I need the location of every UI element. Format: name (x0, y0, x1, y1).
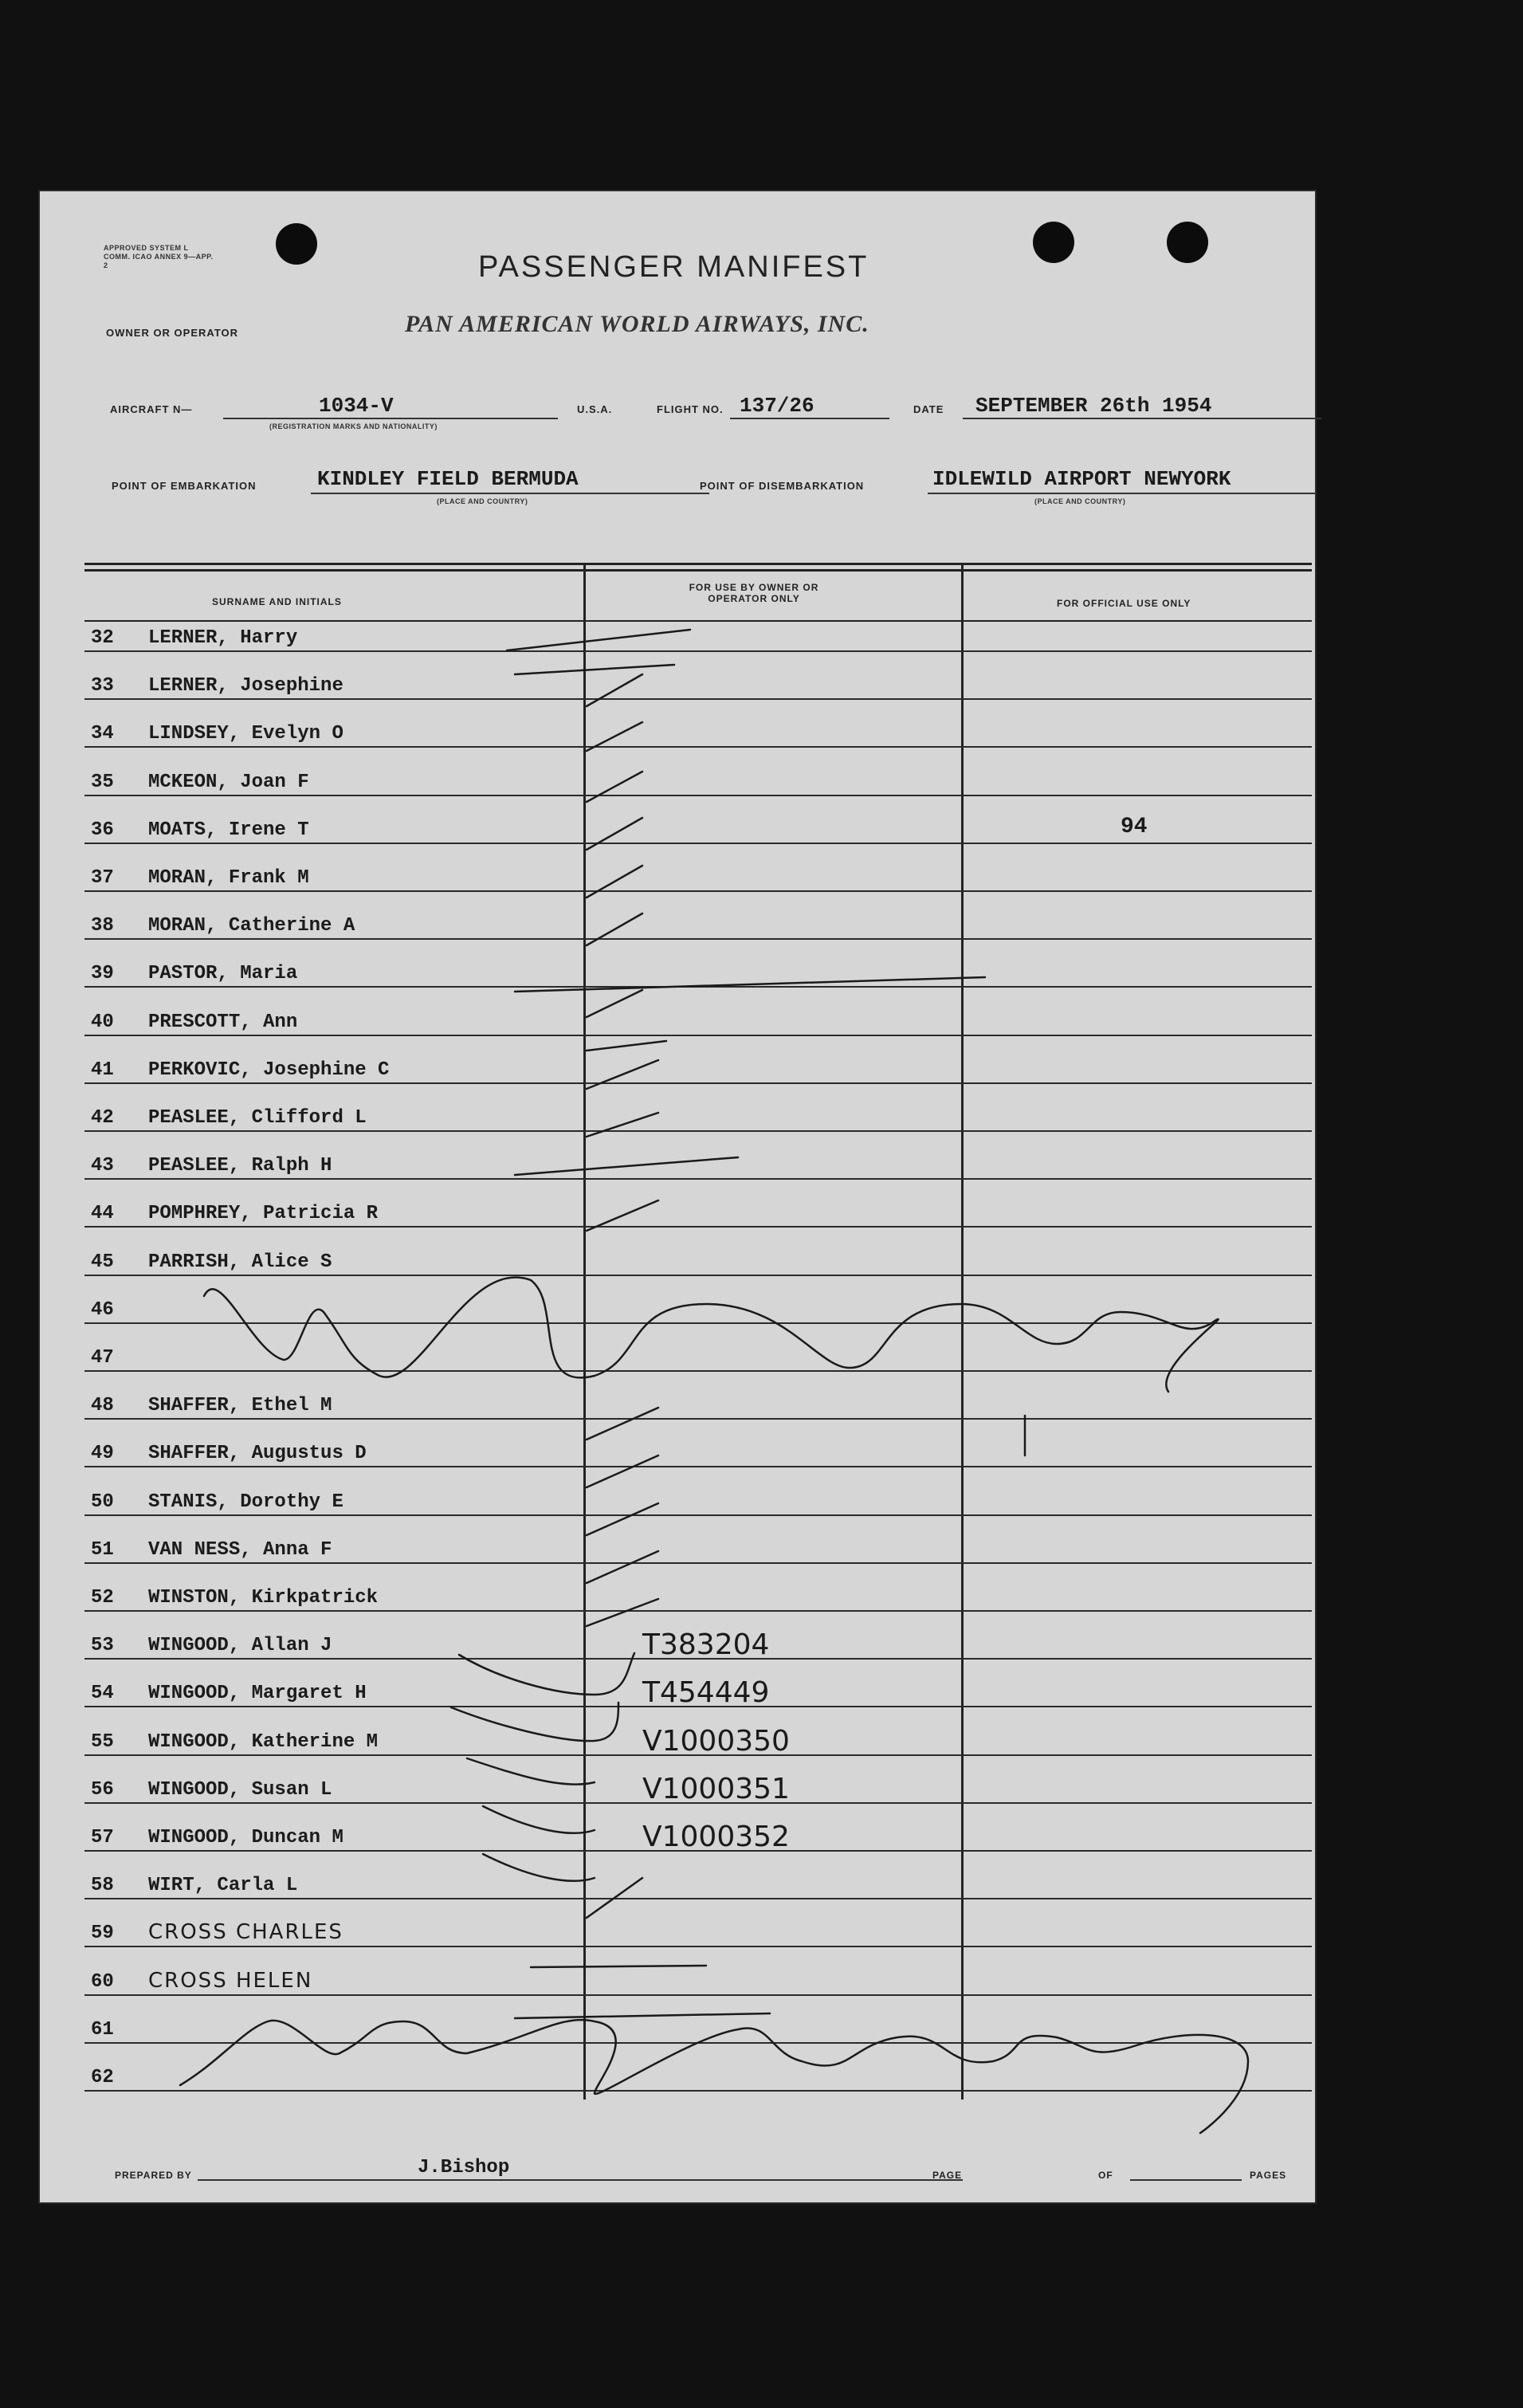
row-number: 57 (91, 1827, 114, 1848)
document-number: V1000350 (642, 1724, 790, 1758)
prepared-by: J.Bishop (418, 2157, 510, 2178)
form-approval: APPROVED SYSTEM L COMM. ICAO ANNEX 9—APP. 2 (104, 244, 214, 269)
passenger-name: MORAN, Frank M (148, 867, 309, 889)
prepared-label: PREPARED BY (115, 2170, 192, 2181)
manifest-sheet (38, 190, 1317, 2204)
passenger-name: WINGOOD, Katherine M (148, 1730, 379, 1753)
embark-note: (PLACE AND COUNTRY) (437, 497, 528, 505)
row-number: 44 (91, 1203, 114, 1225)
row-number: 37 (91, 867, 114, 889)
pages-label: PAGES (1250, 2170, 1287, 2181)
punch-hole (276, 223, 317, 265)
passenger-name: WIRT, Carla L (148, 1875, 298, 1897)
row-number: 47 (91, 1347, 114, 1369)
row-number: 61 (91, 2018, 114, 2041)
official-note: 94 (1121, 814, 1148, 839)
row-number: 56 (91, 1778, 114, 1801)
passenger-name: MOATS, Irene T (148, 819, 309, 841)
row-number: 54 (91, 1683, 114, 1705)
passenger-table (84, 563, 1312, 2138)
registration-note: (REGISTRATION MARKS AND NATIONALITY) (269, 422, 438, 430)
row-number: 59 (91, 1923, 114, 1945)
passenger-name: PASTOR, Maria (148, 963, 298, 985)
aircraft-label: AIRCRAFT N— (110, 403, 193, 415)
col-header-owner-use: FOR USE BY OWNER OR OPERATOR ONLY (689, 582, 819, 604)
row-number: 55 (91, 1730, 114, 1753)
row-number: 60 (91, 1970, 114, 1993)
aircraft-number: 1034-V (319, 394, 394, 418)
passenger-name: PERKOVIC, Josephine C (148, 1059, 390, 1081)
row-number: 62 (91, 2067, 114, 2088)
punch-hole (1167, 222, 1208, 263)
passenger-name: WINGOOD, Duncan M (148, 1827, 343, 1848)
col-header-official-use: FOR OFFICIAL USE ONLY (1057, 598, 1191, 609)
passenger-name: WINGOOD, Susan L (148, 1778, 332, 1801)
page-title: PASSENGER MANIFEST (478, 250, 869, 284)
passenger-name: LINDSEY, Evelyn O (148, 723, 343, 745)
page-label: PAGE (932, 2170, 963, 2181)
row-number: 46 (91, 1298, 114, 1321)
passenger-name: CROSS HELEN (148, 1968, 313, 1993)
passenger-name: STANIS, Dorothy E (148, 1491, 343, 1513)
passenger-name: PRESCOTT, Ann (148, 1011, 298, 1033)
flight-date: SEPTEMBER 26th 1954 (975, 394, 1212, 418)
disembark-note: (PLACE AND COUNTRY) (1034, 497, 1126, 505)
passenger-name: WINGOOD, Margaret H (148, 1683, 367, 1705)
embark-label: POINT OF EMBARKATION (112, 480, 257, 492)
row-number: 39 (91, 963, 114, 985)
passenger-name: PEASLEE, Clifford L (148, 1107, 367, 1129)
row-number: 52 (91, 1587, 114, 1609)
passenger-name: SHAFFER, Augustus D (148, 1443, 367, 1465)
passenger-name: WINSTON, Kirkpatrick (148, 1587, 379, 1609)
document-number: T383204 (642, 1628, 770, 1662)
row-number: 33 (91, 675, 114, 697)
owner-label: OWNER OR OPERATOR (106, 327, 239, 339)
passenger-name: CROSS CHARLES (148, 1920, 343, 1945)
passenger-name: LERNER, Harry (148, 627, 298, 649)
document-number: T454449 (642, 1676, 770, 1710)
row-number: 42 (91, 1107, 114, 1129)
disembark-place: IDLEWILD AIRPORT NEWYORK (932, 467, 1231, 491)
document-number: V1000351 (642, 1772, 790, 1805)
punch-hole (1033, 222, 1074, 263)
document-number: V1000352 (642, 1821, 790, 1853)
passenger-name: MORAN, Catherine A (148, 915, 355, 937)
row-number: 50 (91, 1491, 114, 1513)
row-number: 41 (91, 1059, 114, 1081)
country-label: U.S.A. (577, 403, 613, 415)
row-number: 58 (91, 1875, 114, 1897)
row-number: 51 (91, 1538, 114, 1561)
embark-place: KINDLEY FIELD BERMUDA (317, 467, 579, 491)
passenger-name: WINGOOD, Allan J (148, 1635, 332, 1657)
of-label: OF (1098, 2170, 1113, 2181)
row-number: 45 (91, 1251, 114, 1273)
passenger-name: PARRISH, Alice S (148, 1251, 332, 1273)
row-number: 35 (91, 771, 114, 793)
row-number: 34 (91, 723, 114, 745)
disembark-label: POINT OF DISEMBARKATION (700, 480, 865, 492)
row-number: 32 (91, 627, 114, 649)
handwritten-marks (84, 563, 1312, 2138)
passenger-name: POMPHREY, Patricia R (148, 1203, 379, 1225)
passenger-name: PEASLEE, Ralph H (148, 1155, 332, 1177)
date-label: DATE (913, 403, 944, 415)
row-number: 43 (91, 1155, 114, 1177)
flight-number: 137/26 (740, 394, 814, 418)
operator-name: PAN AMERICAN WORLD AIRWAYS, INC. (405, 311, 869, 337)
passenger-name: VAN NESS, Anna F (148, 1538, 332, 1561)
row-number: 49 (91, 1443, 114, 1465)
row-number: 53 (91, 1635, 114, 1657)
passenger-name: LERNER, Josephine (148, 675, 343, 697)
col-header-name: SURNAME AND INITIALS (212, 596, 342, 607)
row-number: 40 (91, 1011, 114, 1033)
row-number: 38 (91, 915, 114, 937)
flight-label: FLIGHT NO. (657, 403, 724, 415)
passenger-name: SHAFFER, Ethel M (148, 1395, 332, 1417)
row-number: 36 (91, 819, 114, 841)
passenger-name: MCKEON, Joan F (148, 771, 309, 793)
row-number: 48 (91, 1395, 114, 1417)
